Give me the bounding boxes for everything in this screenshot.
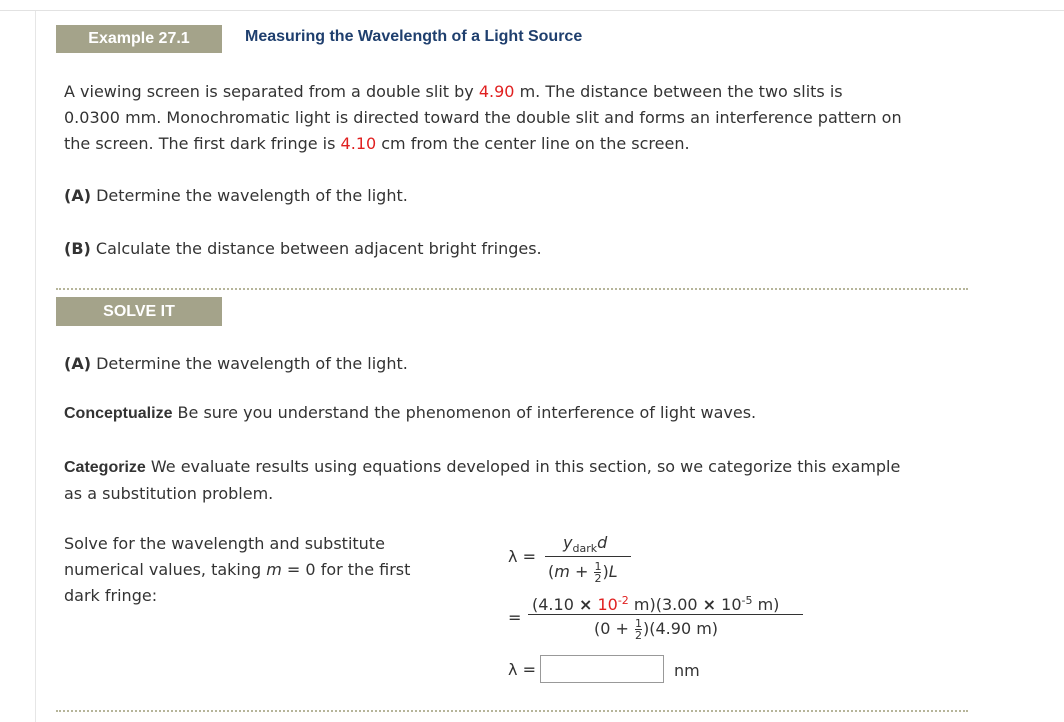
one-half-2: $\frac{1}{2}$ (635, 617, 643, 642)
categorize-label: Categorize (64, 459, 146, 476)
example-tab-label: Example 27.1 (88, 30, 190, 47)
lambda-symbol-2: λ = (508, 660, 536, 679)
fraction-bar-2 (528, 614, 803, 615)
solve-it-tab (56, 297, 222, 326)
problem-line-3: the screen. The first dark fringe is 4.10 cm from the center line on the screen. (64, 134, 690, 153)
equation-denominator: (m + $\frac{1}{2}$ )L (548, 560, 618, 585)
solve-instruction: Solve for the wavelength and substitute numerical values, taking m = 0 for the first dark fringe: (64, 534, 411, 605)
lambda-symbol-1: λ = (508, 547, 536, 566)
part-a-question: (A) Determine the wavelength of the light. (64, 186, 408, 205)
fringe-distance-value: 4.10 (340, 134, 377, 153)
problem-statement (64, 79, 964, 157)
part-a-label: (A) (64, 186, 92, 205)
fraction-bar-1 (545, 556, 631, 557)
top-border (0, 10, 1064, 11)
equation-numerator: $y_{dark}d$ (563, 533, 608, 556)
wavelength-answer-input[interactable] (540, 655, 664, 683)
numeric-numerator: ($4.10 \times 10^{-2}$ $m)(3.00 \times 10^{-5}$ m) (532, 594, 780, 614)
solve-it-label: SOLVE IT (103, 302, 175, 320)
problem-line-1: A viewing screen is separated from a double slit by 4.90 m. The distance between the two slits is (64, 82, 843, 101)
problem-line-2: 0.0300 mm. Monochromatic light is directed toward the double slit and forms an interference pattern on (64, 108, 902, 127)
page-title: Measuring the Wavelength of a Light Source (245, 28, 583, 45)
conceptualize-label: Conceptualize (64, 405, 173, 422)
one-half-1: $\frac{1}{2}$ (594, 560, 602, 585)
equals-sign-2: = (508, 608, 522, 627)
conceptualize-step: Conceptualize Be sure you understand the phenomenon of interference of light waves. (64, 403, 757, 422)
part-b-question: (B) Calculate the distance between adjacent bright fringes. (64, 239, 542, 258)
left-border (35, 11, 36, 722)
solve-part-a: (A) Determine the wavelength of the light. (64, 354, 408, 373)
slit-distance-value: 4.90 (478, 82, 515, 101)
part-b-label: (B) (64, 239, 91, 258)
bottom-divider (56, 710, 968, 712)
numeric-denominator: (0 + $\frac{1}{2}$ )(4.90 m) (594, 617, 719, 642)
answer-unit: nm (674, 661, 700, 680)
categorize-step: Categorize We evaluate results using equations developed in this section, so we categorize this example as a substitution problem. (64, 457, 901, 503)
section-divider (56, 288, 968, 290)
example-tab (56, 25, 222, 53)
